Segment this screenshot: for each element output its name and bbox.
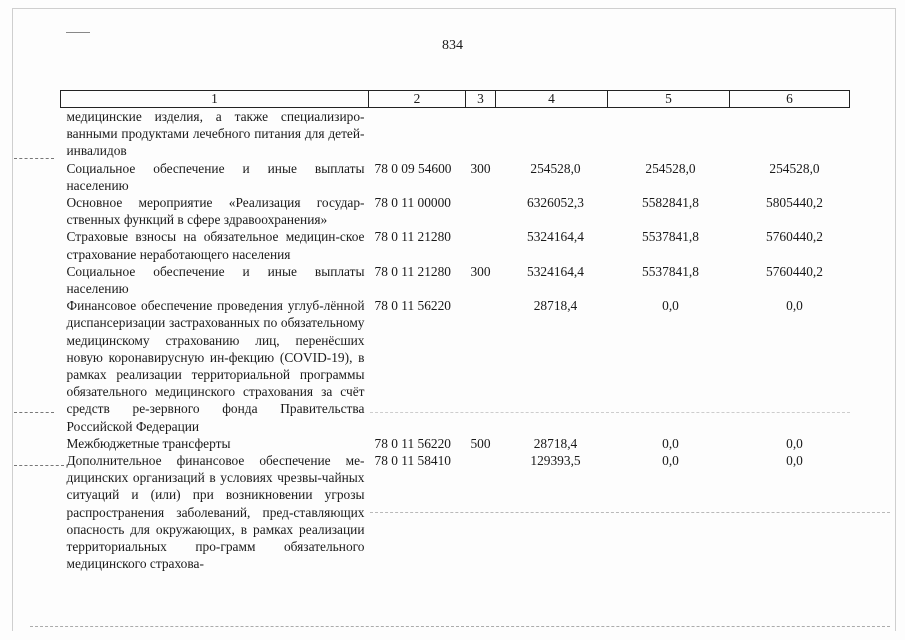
header-col-1: 1 [61,91,369,108]
header-col-5: 5 [608,91,730,108]
row-value-col6: 5760440,2 [766,263,823,279]
row-expense-type [466,194,496,228]
row-value-col4: 254528,0 [530,160,581,176]
row-name: Страховые взносы на обязательное медицин-ское страхование неработающего населения [66,229,365,262]
row-code: 78 0 11 56220 [374,298,451,314]
row-value-col4: 28718,4 [533,435,578,451]
row-value-col5: 0,0 [662,435,679,451]
row-value-col4: 5324164,4 [527,263,584,279]
row-name: Социальное обеспечение и иные выплаты населению [66,263,365,297]
header-row [61,91,850,108]
row-expense-type [466,297,496,435]
row-name: Финансовое обеспечение проведения углуб-лённой диспансеризации застрахованных по обязательному медицинскому страхованию лиц, перенёсших новую коронавирусную ин-фекцию (COVID-19), в рамках реализации территориальной программы обязательного медицинского страхования за счёт средств ре-зервного фонда Правительства Российской Федерации [66,298,365,434]
row-value-col5: 0,0 [662,298,679,314]
row-name: Социальное обеспечение и иные выплаты населению [66,160,365,193]
row-value-col4 [496,108,608,160]
row-code: 78 0 11 00000 [374,195,451,211]
row-value-col5: 254528,0 [645,160,696,176]
row-name: Межбюджетные трансферты [66,435,231,451]
scan-line [30,626,890,627]
row-name: Дополнительное финансовое обеспечение ме-дицинских организаций в условиях чрезвы-чайных ситуаций и (или) при возникновении угрозы распространения заболеваний, пред-ставляющих опасность для окружающих, в рамках реализации территориальных про-грамм обязательного медицинского страхова- [66,453,365,572]
row-code: 78 0 11 21280 [374,263,451,279]
row-value-col5: 5582841,8 [642,195,699,211]
scan-line [14,465,64,466]
row-code: 78 0 09 54600 [374,160,452,176]
row-value-col5: 5537841,8 [642,263,699,279]
row-name: Основное мероприятие «Реализация государ-ственных функций в сфере здравоохранения» [66,195,365,228]
header-col-6: 6 [730,91,850,108]
scan-line [14,158,54,159]
row-value-col4: 5324164,4 [527,229,584,245]
scan-line [370,512,890,513]
row-code: 78 0 11 21280 [374,229,451,245]
row-value-col6: 5760440,2 [766,229,823,245]
row-value-col4: 129393,5 [530,453,581,469]
row-value-col6: 0,0 [786,298,803,314]
table-header [61,91,850,108]
table-row [61,160,850,194]
row-expense-type: 300 [470,263,491,279]
scan-mark [66,32,90,33]
scan-line [14,412,54,413]
row-value-col6: 5805440,2 [766,195,823,211]
header-col-2: 2 [369,91,466,108]
budget-table [60,90,850,572]
table-row [61,108,850,160]
table-body [61,108,850,573]
row-expense-type: 300 [470,160,491,176]
header-col-4: 4 [496,91,608,108]
header-col-3: 3 [466,91,496,108]
row-name: медицинские изделия, а также специализиро-ванными продуктами лечебного питания для детей-инвалидов [66,109,365,159]
row-value-col6: 254528,0 [769,160,820,176]
row-value-col6 [730,108,850,160]
row-value-col4: 6326052,3 [527,195,584,211]
table-row [61,228,850,262]
page-number: 834 [442,38,463,53]
row-expense-type [466,228,496,262]
row-code: 78 0 11 56220 [374,435,451,451]
table-row [61,194,850,228]
row-expense-type: 500 [470,435,491,451]
row-code: 78 0 11 58410 [374,453,451,469]
row-value-col5: 5537841,8 [642,229,699,245]
table-row [61,263,850,297]
row-value-col5 [608,108,730,160]
row-value-col5: 0,0 [662,453,679,469]
table-row [61,435,850,452]
row-expense-type [466,108,496,160]
table-row [61,297,850,435]
row-value-col4: 28718,4 [533,298,578,314]
row-code [369,108,466,160]
row-value-col6: 0,0 [786,435,803,451]
row-value-col6: 0,0 [786,453,803,469]
scan-line [370,412,850,413]
